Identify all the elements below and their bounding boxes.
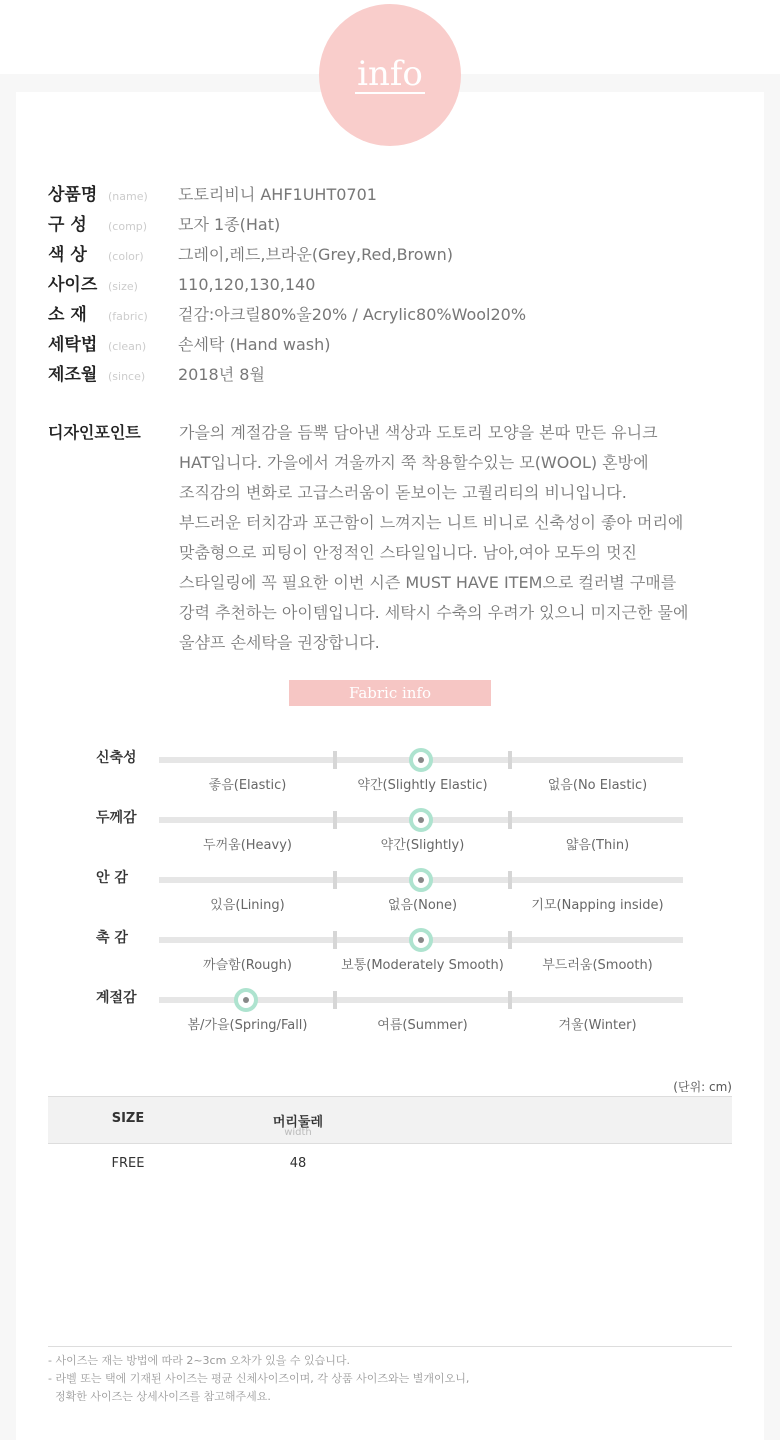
head-column-header: 머리둘레	[272, 1115, 324, 1130]
spec-label: 제조월	[48, 365, 98, 385]
fabric-option: 봄/가을(Spring/Fall)	[187, 1018, 308, 1033]
size-table-header	[48, 1096, 732, 1144]
design-line: 가을의 계절감을 듬뿍 담아낸 색상과 도토리 모양을 본따 만든 유니크	[179, 423, 658, 442]
fabric-row-label: 안 감	[96, 870, 128, 886]
fabric-option: 얇음(Thin)	[565, 838, 630, 853]
track-tick	[508, 811, 512, 829]
track-tick	[333, 811, 337, 829]
fabric-row-label: 촉 감	[96, 930, 128, 946]
fabric-row-thickness	[0, 807, 780, 867]
spec-row-clean	[48, 330, 331, 360]
fabric-option: 두꺼움(Heavy)	[203, 838, 292, 853]
design-line: 조직감의 변화로 고급스러움이 돋보이는 고퀄리티의 비니입니다.	[179, 483, 627, 502]
spec-label: 소 재	[48, 305, 87, 325]
spec-sub: (color)	[108, 250, 144, 263]
spec-row-since	[48, 360, 265, 390]
design-line: HAT입니다. 가을에서 겨울까지 쭉 착용할수있는 모(WOOL) 혼방에	[179, 453, 649, 472]
spec-row-fabric	[48, 300, 526, 330]
spec-label: 세탁법	[48, 335, 98, 355]
fabric-track	[159, 817, 683, 823]
fabric-row-label: 계절감	[96, 990, 137, 1006]
spec-row-color	[48, 240, 453, 270]
fabric-option: 부드러움(Smooth)	[542, 958, 653, 973]
info-badge	[319, 4, 461, 146]
track-tick	[333, 931, 337, 949]
fabric-option: 까슬함(Rough)	[203, 958, 292, 973]
spec-sub: (clean)	[108, 340, 147, 353]
spec-label: 색 상	[48, 245, 87, 265]
level-marker	[409, 868, 433, 892]
fabric-option: 약간(Slightly Elastic)	[357, 778, 488, 793]
spec-sub: (since)	[108, 370, 146, 383]
fabric-track	[159, 877, 683, 883]
level-marker	[409, 808, 433, 832]
table-row	[48, 1144, 732, 1184]
size-table	[48, 1096, 732, 1184]
fabric-row-season	[0, 987, 780, 1047]
fabric-option: 없음(No Elastic)	[547, 778, 648, 793]
spec-value: 110,120,130,140	[178, 275, 316, 294]
spec-value: 도토리비니 AHF1UHT0701	[178, 185, 377, 204]
design-line: 울샴프 손세탁을 권장합니다.	[179, 633, 380, 652]
design-line: 스타일링에 꼭 필요한 이번 시즌 MUST HAVE ITEM으로 컬러별 구매를	[179, 573, 677, 592]
spec-sub: (size)	[108, 280, 138, 293]
fabric-row-label: 두께감	[96, 810, 137, 826]
fabric-info-title: Fabric info	[289, 680, 491, 706]
level-marker	[409, 928, 433, 952]
design-line: 맞춤형으로 피팅이 안정적인 스타일입니다. 남아,여아 모두의 멋진	[179, 543, 638, 562]
spec-value: 2018년 8월	[178, 365, 265, 384]
fabric-option: 좋음(Elastic)	[208, 778, 287, 793]
design-line: 부드러운 터치감과 포근함이 느껴지는 니트 비니로 신축성이 좋아 머리에	[179, 513, 684, 532]
track-tick	[508, 991, 512, 1009]
spec-sub: (name)	[108, 190, 148, 203]
fabric-track	[159, 997, 683, 1003]
level-marker	[234, 988, 258, 1012]
spec-label: 사이즈	[48, 275, 98, 295]
fabric-option: 약간(Slightly)	[380, 838, 465, 853]
design-line: 강력 추천하는 아이템입니다. 세탁시 수축의 우려가 있으니 미지근한 물에	[179, 603, 689, 622]
head-column-subheader: width	[284, 1127, 312, 1138]
note-line: - 사이즈는 재는 방법에 따라 2~3cm 오차가 있을 수 있습니다.	[48, 1354, 351, 1367]
fabric-row-label: 신축성	[96, 750, 137, 766]
spec-sub: (comp)	[108, 220, 148, 233]
info-badge-label: info	[357, 54, 423, 94]
size-column-header: SIZE	[111, 1111, 145, 1126]
spec-value: 손세탁 (Hand wash)	[178, 335, 331, 354]
fabric-option: 기모(Napping inside)	[531, 898, 664, 913]
spec-label: 구 성	[48, 215, 87, 235]
design-point-label: 디자인포인트	[48, 423, 141, 442]
spec-row-size	[48, 270, 315, 300]
size-notes	[48, 1352, 469, 1406]
track-tick	[508, 751, 512, 769]
spec-value: 그레이,레드,브라운(Grey,Red,Brown)	[178, 245, 454, 264]
note-line: - 라벨 또는 택에 기재된 사이즈는 평균 신체사이즈이며, 각 상품 사이즈와는 별개이오니,	[48, 1372, 470, 1385]
note-line: 정확한 사이즈는 상세사이즈를 참고해주세요.	[48, 1390, 271, 1403]
track-tick	[333, 991, 337, 1009]
track-tick	[508, 871, 512, 889]
track-tick	[333, 751, 337, 769]
spec-label: 상품명	[48, 185, 98, 205]
fabric-track	[159, 757, 683, 763]
spec-sub: (fabric)	[108, 310, 148, 323]
level-marker	[409, 748, 433, 772]
size-cell: FREE	[111, 1156, 145, 1171]
spec-value: 모자 1종(Hat)	[178, 215, 281, 234]
fabric-row-elasticity	[0, 747, 780, 807]
notes-divider	[48, 1346, 732, 1347]
fabric-track	[159, 937, 683, 943]
spec-row-comp	[48, 210, 280, 240]
fabric-option: 보통(Moderately Smooth)	[341, 958, 504, 973]
fabric-option: 없음(None)	[387, 898, 458, 913]
size-unit: (단위: cm)	[673, 1080, 732, 1094]
fabric-row-lining	[0, 867, 780, 927]
fabric-row-touch	[0, 927, 780, 987]
spec-value: 겉감:아크릴80%울20% / Acrylic80%Wool20%	[178, 305, 527, 324]
track-tick	[333, 871, 337, 889]
design-point-text	[179, 418, 769, 658]
fabric-option: 겨울(Winter)	[558, 1018, 637, 1033]
fabric-option: 여름(Summer)	[377, 1018, 468, 1033]
track-tick	[508, 931, 512, 949]
head-cell: 48	[289, 1156, 307, 1171]
spec-row-name	[48, 180, 377, 210]
fabric-option: 있음(Lining)	[210, 898, 285, 913]
